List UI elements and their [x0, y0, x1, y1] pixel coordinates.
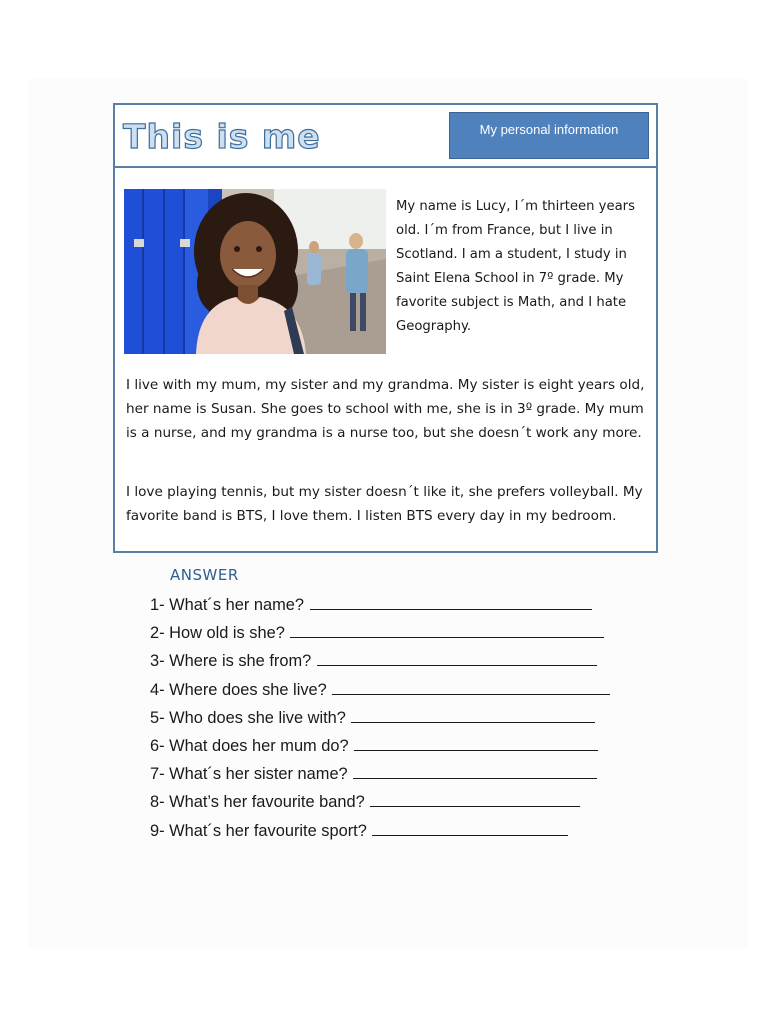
question-item	[150, 704, 610, 732]
question-text: What does her mum do?	[169, 736, 349, 755]
question-list	[150, 591, 610, 845]
question-text: What’s her favourite band?	[169, 793, 365, 812]
title-divider	[115, 166, 656, 168]
answer-blank[interactable]	[351, 707, 595, 723]
intro-paragraph: My name is Lucy, I´m thirteen years old. I´m from France, but I live in Scotland. I am a student, I study in Saint Elena School in 7º grade. My favorite subject is Math, and I hate Geography.	[396, 199, 635, 334]
student-photo-illustration	[124, 189, 386, 354]
question-item	[150, 732, 610, 760]
student-photo	[124, 189, 386, 354]
page-title: This is me	[123, 117, 321, 156]
hobbies-paragraph: I love playing tennis, but my sister doesn´t like it, she prefers volleyball. My favorite band is BTS, I love them. I listen BTS every day in my bedroom.	[126, 484, 643, 524]
answer-blank[interactable]	[353, 763, 597, 779]
answer-blank[interactable]	[372, 820, 568, 836]
question-number: 9-	[150, 821, 165, 840]
answer-blank[interactable]	[370, 791, 580, 807]
question-text: Who does she live with?	[169, 708, 346, 727]
question-text: What´s her name?	[169, 596, 304, 614]
question-text: What´s her sister name?	[169, 765, 348, 784]
answer-heading: ANSWER	[170, 566, 239, 584]
personal-information-label	[449, 112, 649, 159]
question-item	[150, 676, 610, 704]
question-text: What´s her favourite sport?	[169, 821, 367, 840]
answer-blank[interactable]	[290, 622, 604, 638]
question-item	[150, 647, 610, 675]
question-item	[150, 788, 610, 816]
personal-information-text: My personal information	[479, 122, 619, 137]
question-text: How old is she?	[169, 624, 285, 643]
question-number: 2-	[150, 624, 165, 643]
answer-blank[interactable]	[317, 650, 597, 666]
question-item	[150, 591, 610, 619]
question-number: 1-	[150, 596, 165, 614]
answer-blank[interactable]	[310, 594, 592, 610]
family-paragraph: I live with my mum, my sister and my grandma. My sister is eight years old, her name is Susan. She goes to school with me, she is in 3º grade. My mum is a nurse, and my grandma is a nurse too, but she doesn´t work any more.	[126, 377, 645, 441]
question-text: Where is she from?	[169, 652, 312, 671]
question-number: 6-	[150, 736, 165, 755]
question-item	[150, 619, 610, 647]
question-number: 8-	[150, 793, 165, 812]
question-number: 5-	[150, 708, 165, 727]
question-number: 4-	[150, 680, 165, 699]
reading-frame	[113, 103, 658, 553]
question-item	[150, 817, 610, 845]
question-item	[150, 760, 610, 788]
answer-blank[interactable]	[354, 735, 598, 751]
answer-blank[interactable]	[332, 679, 610, 695]
question-text: Where does she live?	[169, 680, 327, 699]
question-number: 3-	[150, 652, 165, 671]
question-number: 7-	[150, 765, 165, 784]
